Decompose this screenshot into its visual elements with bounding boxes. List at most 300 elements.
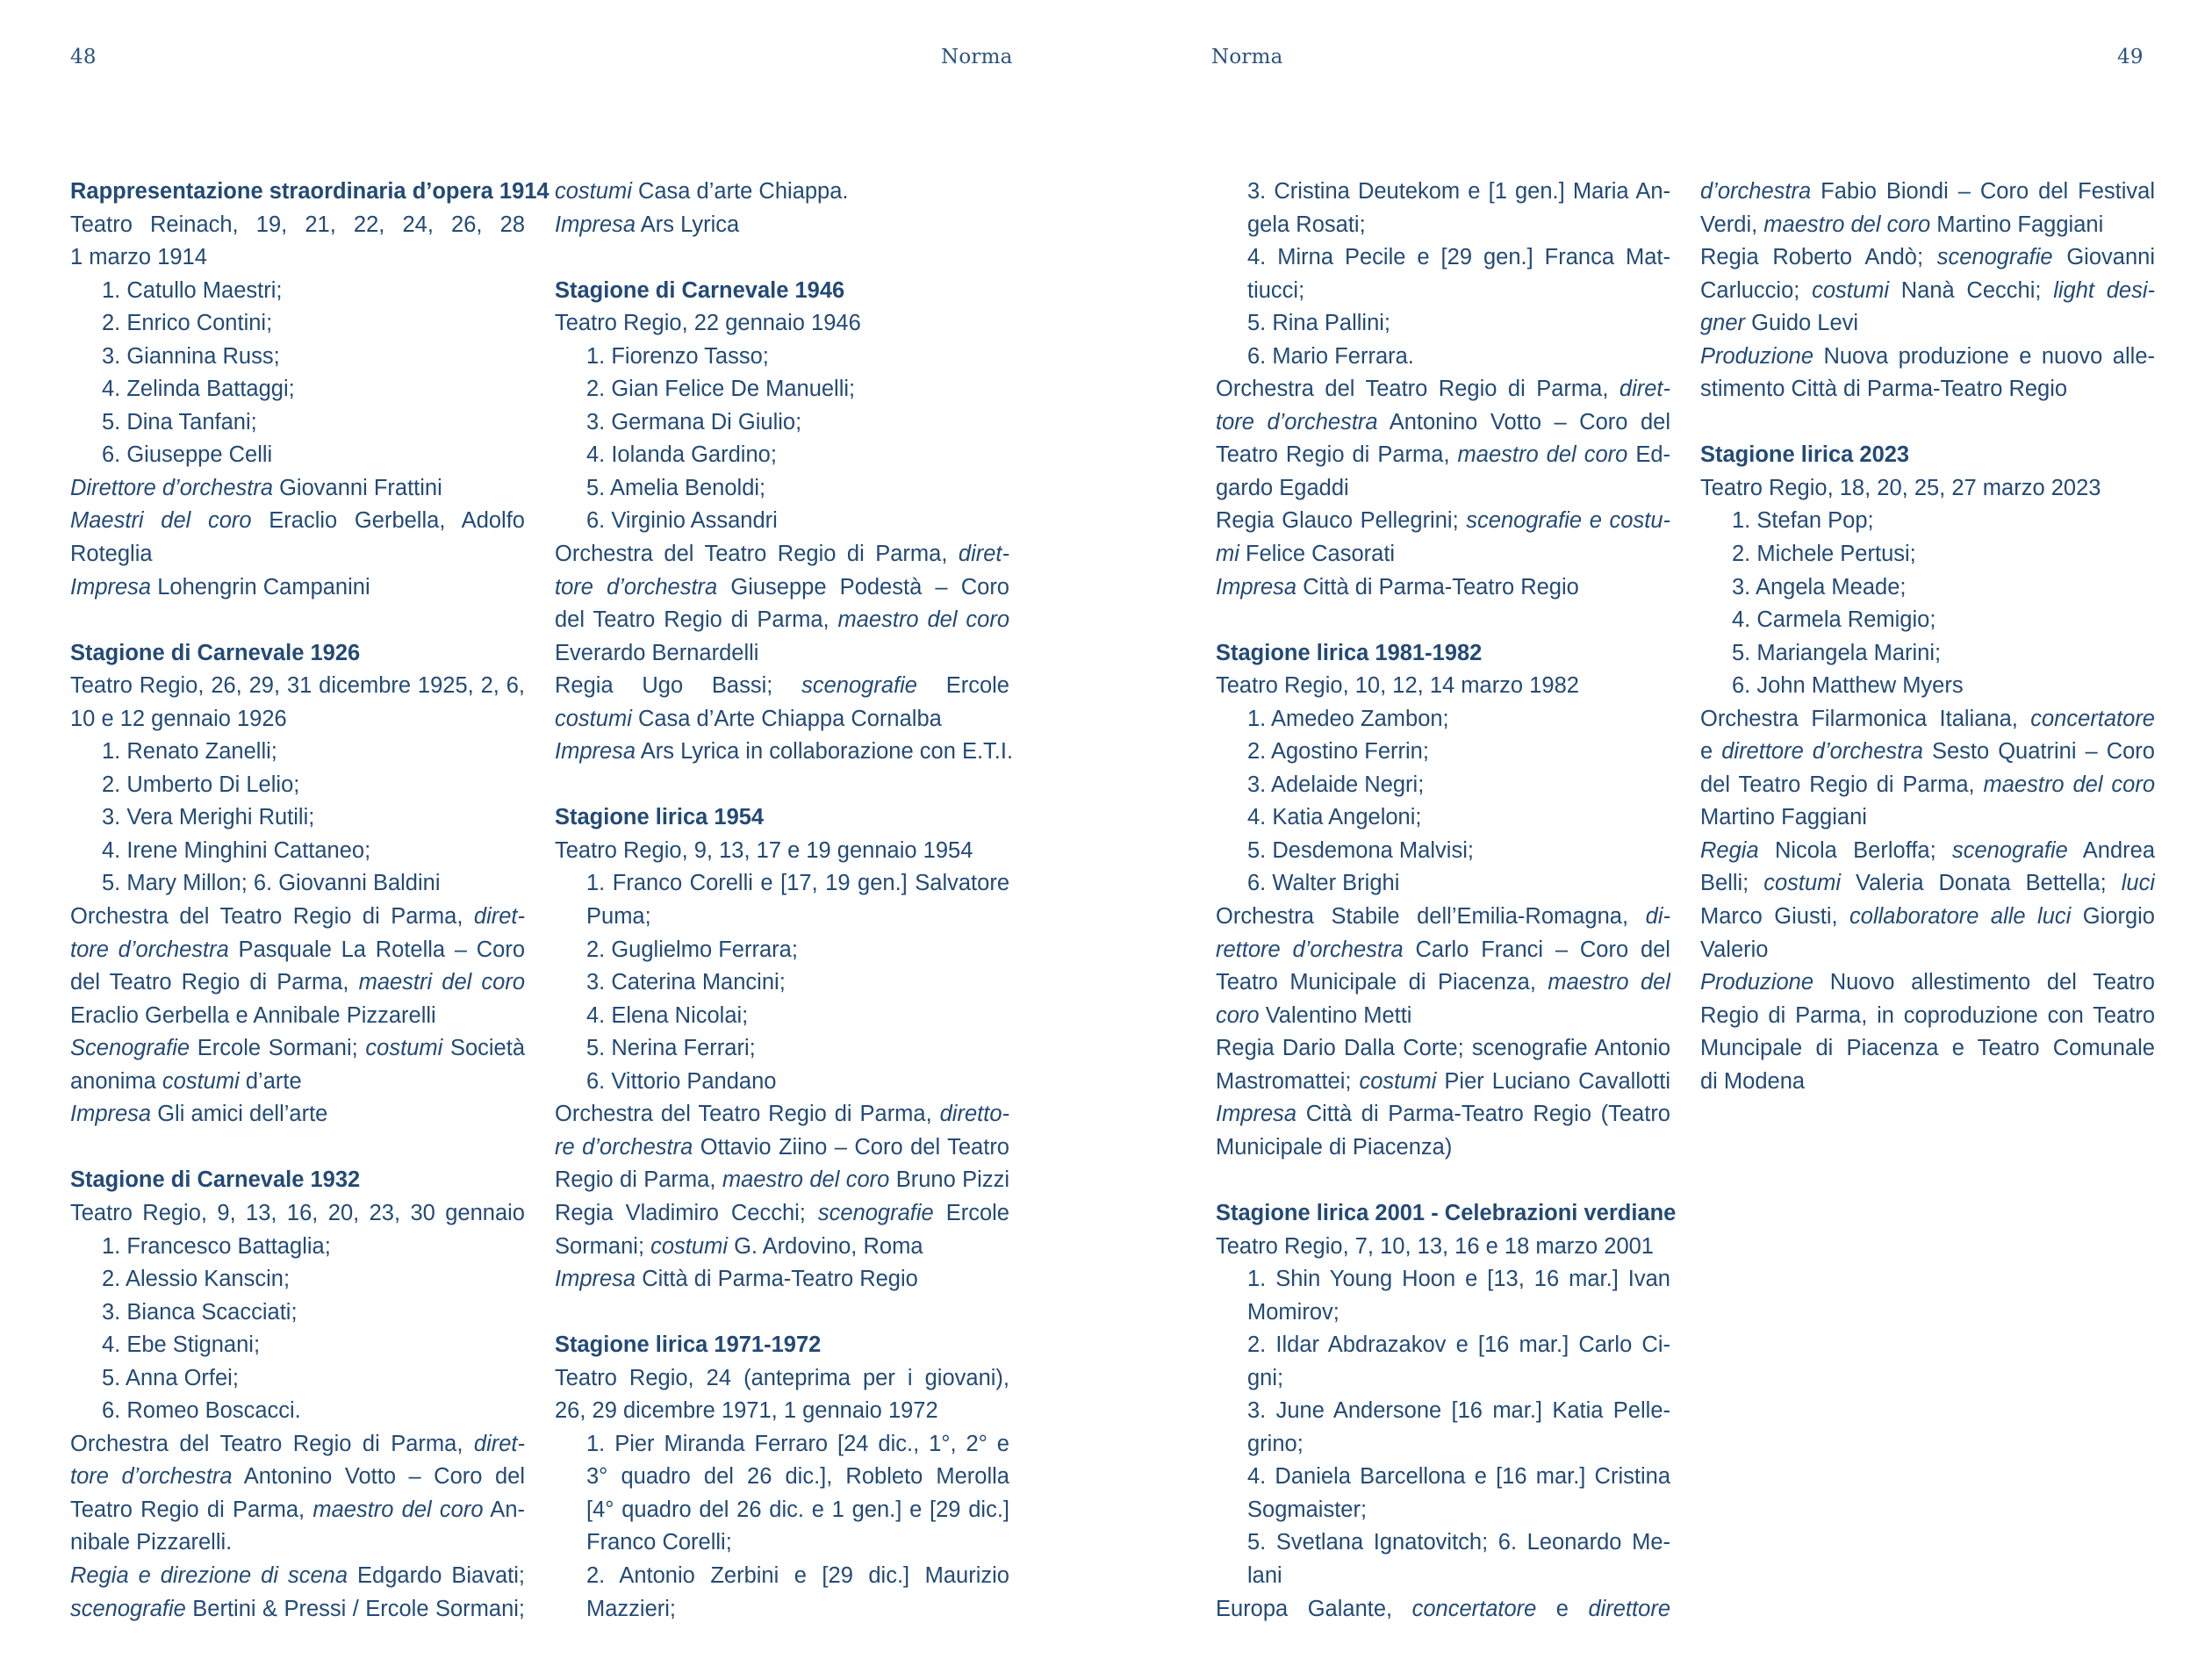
text-segment: Verdi, [1700,212,1764,237]
cast-line [555,966,1009,1000]
role-label: scenografie [801,673,917,699]
text-segment: Sormani; [555,1233,651,1259]
role-label: diret- [473,904,525,930]
text-segment: Mastromattei; [1216,1068,1360,1094]
text-segment: 6. Walter Brighi [1247,871,1400,896]
text-segment: Fabio Biondi – Coro del Festival [1811,179,2155,204]
role-label: d’orchestra [1700,179,1812,204]
left-page-number: 48 [70,46,97,68]
blank-line [70,1131,525,1165]
text-segment: Orchestra Filarmonica Italiana, [1700,706,2031,731]
role-label: maestro del coro [1457,442,1628,468]
text-line [1216,670,1670,703]
cast-line [70,1362,525,1396]
text-line [70,1526,525,1560]
role-label: mi [1216,542,1239,567]
role-label: Impresa [555,1267,636,1292]
text-line [555,1263,1009,1296]
text-line [1216,1000,1670,1033]
text-line [70,1066,525,1099]
text-segment: Marco Giusti, [1700,904,1850,930]
text-segment: Regia Glauco Pellegrini; [1216,508,1467,534]
cast-line [70,439,525,472]
text-segment: Bertini & Pressi / Ercole Sormani; [185,1596,525,1621]
role-label: tore d’orchestra [1216,409,1378,434]
text-segment: tiucci; [1247,277,1305,303]
text-line [70,901,525,934]
role-label: gner [1700,311,1746,336]
text-line [555,307,1009,341]
role-label: scenografie [1936,245,2053,270]
heading-text: Stagione di Carnevale 1926 [70,640,361,665]
cast-line [555,373,1009,406]
cast-line [1700,505,2155,538]
cast-line [1216,867,1670,901]
text-line [1216,373,1670,406]
right-page-column-1 [1216,176,1677,1626]
text-segment: 3. Bianca Scacciati; [102,1299,298,1325]
text-segment: Eraclio Gerbella, Adolfo [251,508,525,534]
role-label: tore d’orchestra [70,1464,233,1490]
text-segment: Pier Luciano Cavallotti [1436,1068,1670,1094]
text-segment: Teatro Regio, 24 (anteprima per i giovani), [555,1365,1009,1390]
text-segment: 2. Agostino Ferrin; [1247,739,1429,765]
role-label: direttore [1588,1596,1670,1621]
season-heading [70,637,525,671]
text-segment: 3. Vera Merighi Rutili; [102,805,315,830]
text-line [555,835,1009,868]
season-heading [555,801,1009,835]
text-line [70,241,525,275]
blank-line [555,769,1009,802]
cast-line [555,901,1009,934]
text-segment: Teatro Regio, 26, 29, 31 dicembre 1925, 2, 6, [70,673,525,699]
text-line [555,604,1009,637]
text-line [70,1560,525,1593]
role-label: collaboratore alle luci [1849,904,2072,930]
text-line [70,1428,525,1462]
text-line [70,505,525,538]
text-line [1700,736,2155,769]
text-segment: 2. Ildar Abdrazakov e [16 mar.] Carlo Ci- [1247,1332,1670,1358]
role-label: scenografie [1952,837,2068,863]
text-line [70,1494,525,1527]
text-segment: Guido Levi [1745,311,1859,336]
text-line [1216,1131,1670,1165]
text-segment: d’arte [239,1068,302,1094]
text-segment: Orchestra del Teatro Regio di Parma, [70,1431,474,1456]
text-line [555,637,1009,671]
role-label: maestro del coro [1763,212,1931,237]
role-label: costumi [1812,277,1889,303]
text-line [555,1395,1009,1428]
role-label: scenografie e costu- [1466,508,1670,534]
left-page-column-1 [70,176,549,1626]
cast-line [1216,835,1670,868]
text-line [1700,1066,2155,1099]
heading-text: Stagione di Carnevale 1932 [70,1167,361,1193]
right-page-column-2 [1700,176,2155,1098]
text-line [70,538,525,571]
text-segment: An- [483,1497,525,1522]
text-line [1216,472,1670,506]
text-segment: 1. Amedeo Zambon; [1247,706,1449,731]
text-segment: 4. Zelinda Battaggi; [102,377,295,402]
heading-text: Stagione di Carnevale 1946 [555,277,845,303]
text-segment: 5. Desdemona Malvisi; [1247,837,1474,863]
heading-text: Stagione lirica 2001 - Celebrazioni verdiane [1216,1200,1677,1225]
role-label: diret- [958,542,1009,567]
role-label: Impresa [555,739,636,765]
role-label: Regia [1700,837,1759,863]
text-line [1216,1231,1670,1264]
text-segment: 3. Giannina Russ; [102,343,280,369]
role-label: Maestri del coro [70,508,252,534]
role-label: Direttore d’orchestra [70,475,274,500]
cast-line [1216,1263,1670,1296]
text-segment: 4. Katia Angeloni; [1247,805,1422,830]
role-label: Impresa [70,1102,152,1127]
text-segment: 1. Franco Corelli e [17, 19 gen.] Salvatore [586,871,1009,896]
text-segment: Eraclio Gerbella e Annibale Pizzarelli [70,1002,436,1028]
role-label: re d’orchestra [555,1134,693,1160]
text-segment: Teatro Regio, 9, 13, 16, 20, 23, 30 gennaio [70,1200,525,1225]
text-line [70,1098,525,1131]
text-segment: Teatro Municipale di Piacenza, [1216,970,1548,995]
text-segment: Teatro Regio, 18, 20, 25, 27 marzo 2023 [1700,475,2101,500]
text-segment: 4. Elena Nicolai; [586,1002,749,1028]
text-line [1700,966,2155,1000]
text-segment: Nuovo allestimento del Teatro [1813,970,2155,995]
cast-line [70,307,525,341]
cast-line [1216,1428,1670,1462]
text-segment: Lohengrin Campanini [151,574,370,600]
text-segment: Casa d’Arte Chiappa Cornalba [631,706,942,731]
text-segment: Municipale di Piacenza) [1216,1134,1453,1160]
text-segment: Regia Roberto Andò; [1700,245,1937,270]
text-line [1216,439,1670,472]
text-segment: 1. Stefan Pop; [1732,508,1874,534]
text-segment: di Modena [1700,1068,1806,1094]
text-line [70,472,525,506]
text-line [1700,275,2155,308]
text-line [1700,176,2155,209]
role-label: di- [1645,904,1670,930]
cast-line [555,867,1009,901]
cast-line [1216,736,1670,769]
cast-line [70,275,525,308]
text-segment: 4. Iolanda Gardino; [586,442,777,468]
role-label: light desi- [2053,277,2155,303]
cast-line [1216,1461,1670,1494]
text-segment: Orchestra del Teatro Regio di Parma, [555,542,959,567]
cast-line [555,1000,1009,1033]
text-line [70,670,525,703]
text-segment: Valerio [1700,937,1769,962]
cast-line [555,1526,1009,1560]
text-segment: 2. Antonio Zerbini e [29 dic.] Maurizio [586,1562,1009,1588]
text-segment: Momirov; [1247,1299,1339,1325]
cast-line [1216,801,1670,835]
text-segment: Orchestra del Teatro Regio di Parma, [555,1102,940,1127]
text-line [70,571,525,605]
role-label: concertatore [2030,706,2155,731]
text-segment: Giovanni [2052,245,2155,270]
text-line [1700,472,2155,506]
text-segment: anonima [70,1068,162,1094]
text-segment: Orchestra del Teatro Regio di Parma, [1216,377,1620,402]
cast-line [70,1395,525,1428]
text-segment: Regia Ugo Bassi; [555,673,802,699]
text-segment: 6. Giuseppe Celli [102,442,273,468]
text-line [70,1197,525,1231]
text-segment: 2. Michele Pertusi; [1732,542,1916,567]
role-label: Produzione [1700,970,1814,995]
text-segment: Martino Faggiani [1930,212,2104,237]
cast-line [70,867,525,901]
role-label: diret- [473,1431,525,1456]
text-segment: Puma; [586,904,651,930]
text-line [1216,571,1670,605]
cast-line [1216,1494,1670,1527]
text-segment: 1. Fiorenzo Tasso; [586,343,769,369]
role-label: Impresa [1216,1102,1297,1127]
text-line [1700,934,2155,967]
text-segment: 1. Shin Young Hoon e [13, 16 mar.] Ivan [1247,1267,1670,1292]
role-label: maestro del coro [312,1497,484,1522]
role-label: Scenografie [70,1036,190,1061]
cast-line [1700,604,2155,637]
role-label: concertatore [1411,1596,1537,1621]
role-label: Impresa [70,574,152,600]
text-segment: 4. Carmela Remigio; [1732,607,1936,633]
text-segment: Edgardo Biavati; [348,1562,525,1588]
cast-line [555,472,1009,506]
text-segment: Città di Parma-Teatro Regio [636,1267,918,1292]
cast-line [555,1593,1009,1627]
season-heading [555,1329,1009,1362]
cast-line [1216,176,1670,209]
cast-line [1216,703,1670,736]
text-segment: stimento Città di Parma-Teatro Regio [1700,377,2068,402]
season-heading [70,176,549,209]
text-segment: Teatro Reinach, 19, 21, 22, 24, 26, 28 [70,212,525,237]
text-segment: 2. Umberto Di Lelio; [102,772,300,797]
role-label: maestro del coro [722,1167,890,1193]
role-label: rettore d’orchestra [1216,937,1404,962]
cast-line [1216,275,1670,308]
text-segment: 3. Caterina Mancini; [586,970,786,995]
cast-line [555,934,1009,967]
heading-text: Stagione lirica 1981-1982 [1216,640,1483,665]
role-label: Regia e direzione di scena [70,1562,348,1588]
text-line [555,571,1009,605]
text-line [70,934,525,967]
text-line [555,1362,1009,1396]
text-segment: 5. Mary Millon; 6. Giovanni Baldini [102,871,441,896]
text-line [1216,1098,1670,1131]
text-segment: Ed- [1627,442,1670,468]
role-label: diretto- [939,1102,1009,1127]
text-segment: Nuova produzione e nuovo alle- [1813,343,2155,369]
role-label: costumi [1763,871,1842,896]
cast-line [555,1461,1009,1494]
cast-line [1216,241,1670,275]
text-segment: 6. Romeo Boscacci. [102,1398,301,1424]
text-segment: Teatro Regio di Parma, [1216,442,1458,468]
blank-line [1216,1164,1670,1197]
text-segment: Felice Casorati [1239,542,1396,567]
text-segment: 2. Gian Felice De Manuelli; [586,377,856,402]
text-segment: 2. Guglielmo Ferrara; [586,937,798,962]
text-segment: Nicola Berloffa; [1758,837,1952,863]
heading-text: Stagione lirica 1971-1972 [555,1332,822,1358]
text-line [555,1164,1009,1197]
cast-line [555,1428,1009,1462]
text-segment: 1. Renato Zanelli; [102,739,277,765]
text-line [1700,1032,2155,1066]
text-segment: Martino Faggiani [1700,805,1867,830]
cast-line [1216,209,1670,242]
role-label: maestro del coro [1983,772,2155,797]
text-segment: del Teatro Regio di Parma, [1700,772,1984,797]
cast-line [70,736,525,769]
cast-line [1700,637,2155,671]
cast-line [1700,670,2155,703]
text-segment: 3. Germana Di Giulio; [586,409,802,434]
text-segment: e [1536,1596,1589,1621]
text-line [555,1197,1009,1231]
text-segment: Carluccio; [1700,277,1813,303]
cast-line [70,406,525,440]
role-label: tore d’orchestra [555,574,718,600]
text-segment: Andrea [2067,837,2155,863]
text-segment: 6. Virginio Assandri [586,508,778,534]
role-label: maestro del [1548,970,1670,995]
cast-line [1216,1329,1670,1362]
text-segment: grino; [1247,1431,1304,1456]
text-segment: 5. Dina Tanfani; [102,409,257,434]
role-label: direttore d’orchestra [1721,739,1923,765]
text-segment: Bruno Pizzi [889,1167,1009,1193]
left-page-column-2 [555,176,1014,1626]
text-segment: Antonino Votto – Coro del [232,1464,525,1490]
text-segment: gni; [1247,1365,1284,1390]
text-segment: Carlo Franci – Coro del [1403,937,1670,962]
text-segment: 10 e 12 gennaio 1926 [70,706,287,731]
text-segment: 1. Francesco Battaglia; [102,1233,331,1259]
season-heading [1216,637,1670,671]
left-running-title: Norma [941,46,1013,68]
text-segment: 5. Anna Orfei; [102,1365,239,1390]
text-line [1700,307,2155,341]
cast-line [70,801,525,835]
text-line [555,736,1014,769]
text-line [1216,406,1670,440]
cast-line [1216,1362,1670,1396]
text-segment: gardo Egaddi [1216,475,1349,500]
text-segment: Pasquale La Rotella – Coro [228,937,525,962]
text-line [555,209,1009,242]
role-label: scenografie [817,1200,934,1225]
heading-text: Stagione lirica 1954 [555,805,765,830]
text-segment: Orchestra del Teatro Regio di Parma, [70,904,474,930]
text-segment: 6. John Matthew Myers [1732,673,1964,699]
role-label: scenografie [70,1596,186,1621]
cast-line [70,1263,525,1296]
role-label: maestro del coro [837,607,1009,633]
text-segment: del Teatro Regio di Parma, [555,607,838,633]
text-segment: Teatro Regio, 9, 13, 17 e 19 gennaio 1954 [555,837,973,863]
text-line [1216,1032,1670,1066]
text-segment: Città di Parma-Teatro Regio (Teatro [1296,1102,1670,1127]
text-line [555,1131,1009,1165]
text-line [1700,241,2155,275]
text-segment: 5. Svetlana Ignatovitch; 6. Leonardo Me- [1247,1530,1670,1555]
text-segment: Giorgio [2071,904,2155,930]
season-heading [70,1164,525,1197]
cast-line [70,1329,525,1362]
text-segment: Muncipale di Piacenza e Teatro Comunale [1700,1036,2155,1061]
text-segment: Sesto Quatrini – Coro [1922,739,2155,765]
text-segment: 3. Adelaide Negri; [1247,772,1425,797]
text-line [1216,1066,1670,1099]
heading-text: Stagione lirica 2023 [1700,442,1910,468]
text-segment: Antonino Votto – Coro del [1377,409,1670,434]
text-line [1700,901,2155,934]
text-segment: Belli; [1700,871,1764,896]
text-segment: 3. Cristina Deutekom e [1 gen.] Maria An- [1247,179,1670,204]
text-segment: Teatro Regio, 7, 10, 13, 16 e 18 marzo 2001 [1216,1233,1654,1259]
text-segment: e [1700,739,1722,765]
text-segment: Casa d’arte Chiappa. [631,179,849,204]
text-segment: 4. Daniela Barcellona e [16 mar.] Cristina [1247,1464,1670,1490]
text-segment: Ercole [945,673,1009,699]
cast-line [70,373,525,406]
cast-line [70,835,525,868]
text-line [1700,835,2155,868]
role-label: luci [2121,871,2155,896]
text-segment: 1. Pier Miranda Ferraro [24 dic., 1°, 2° e [586,1431,1009,1456]
text-line [1700,769,2155,802]
text-segment: Ercole [933,1200,1009,1225]
cast-line [1216,769,1670,802]
cast-line [70,1231,525,1264]
text-segment: 2. Alessio Kanscin; [102,1267,291,1292]
text-segment: Regio di Parma, [555,1167,722,1193]
cast-line [555,1560,1009,1593]
cast-line [1216,307,1670,341]
right-page-number: 49 [2117,46,2144,68]
text-segment: 26, 29 dicembre 1971, 1 gennaio 1972 [555,1398,938,1424]
text-segment: nibale Pizzarelli. [70,1530,233,1555]
text-segment: Regia Vladimiro Cecchi; [555,1200,818,1225]
role-label: costumi [365,1036,443,1061]
role-label: Produzione [1700,343,1814,369]
text-segment: 1 marzo 1914 [70,245,207,270]
text-line [1216,505,1670,538]
cast-line [555,1066,1009,1099]
season-heading [1216,1197,1677,1231]
role-label: costumi [650,1233,728,1259]
role-label: diret- [1619,377,1670,402]
cast-line [1216,1526,1670,1560]
text-line [1700,1000,2155,1033]
text-line [1216,538,1670,571]
text-segment: 3° quadro del 26 dic.], Robleto Merolla [586,1464,1009,1490]
heading-text: Rappresentazione straordinaria d’opera 1914 [70,179,549,204]
text-segment: 2. Enrico Contini; [102,311,273,336]
